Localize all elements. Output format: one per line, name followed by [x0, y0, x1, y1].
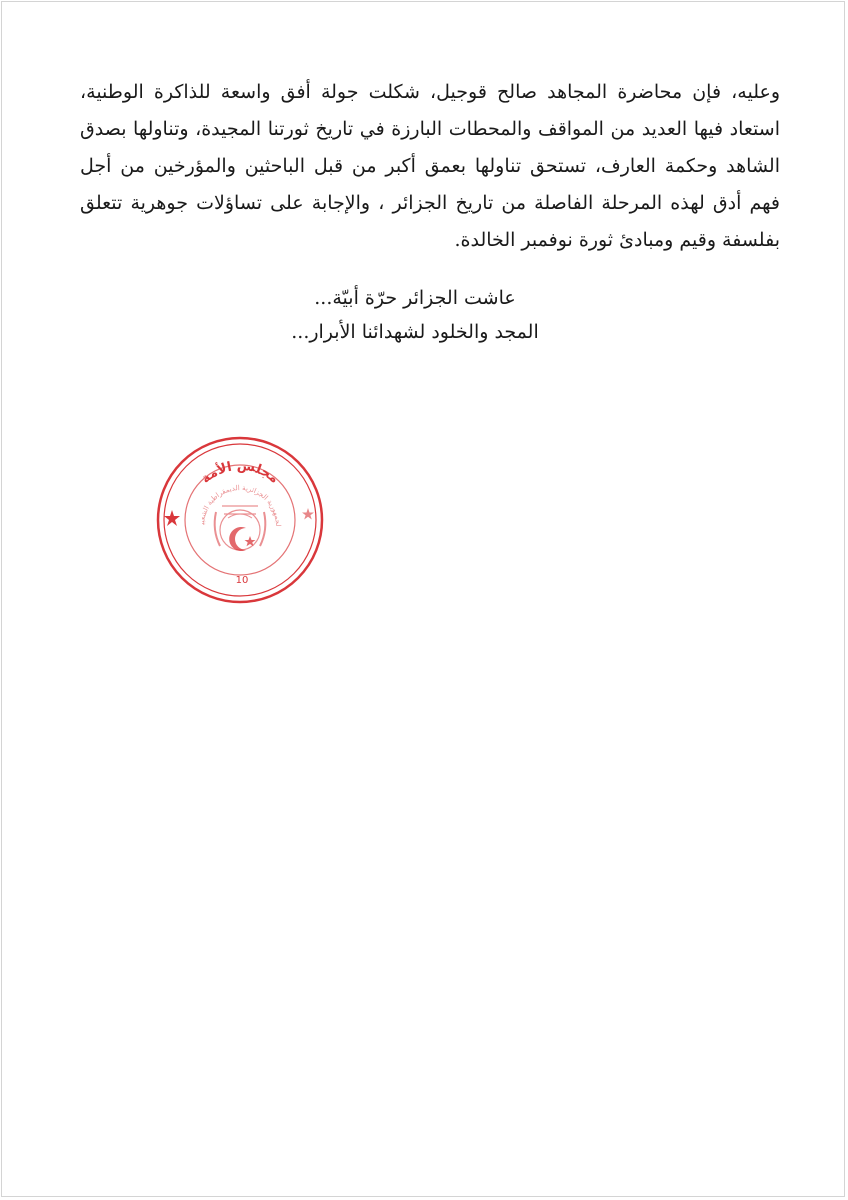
closing-block — [80, 281, 780, 349]
star-icon — [302, 508, 314, 520]
svg-text:مجلس الأمة — [199, 458, 282, 486]
crescent-star-icon — [229, 527, 255, 551]
official-stamp — [154, 434, 326, 606]
stamp-number: 10 — [235, 575, 249, 586]
document-page — [1, 1, 845, 1197]
document-body — [80, 74, 780, 349]
stamp-top-text: مجلس الأمة — [198, 458, 282, 487]
star-icon — [164, 510, 180, 526]
closing-line-1: عاشت الجزائر حرّة أبيّة... — [314, 287, 516, 309]
stamp-inner-text: لجمهورية الجزائرية الديمقراطية الشعبي — [198, 484, 283, 527]
body-paragraph: وعليه، فإن محاضرة المجاهد صالح قوجيل، شكلت جولة أفق واسعة للذاكرة الوطنية، استعاد فيها العديد من المواقف والمحطات البارزة في تاريخ ثورتنا المجيدة، وتناولها بصدق الشاهد وحكمة العارف، تستحق تناولها بعمق أكبر من قبل الباحثين والمؤرخين من أجل فهم أدق لهذه المرحلة الفاصلة من تاريخ الجزائر ، والإجابة على تساؤلات جوهرية تتعلق بفلسفة وقيم ومبادئ ثورة نوفمبر الخالدة. — [80, 81, 780, 251]
closing-line-2: المجد والخلود لشهدائنا الأبرار... — [291, 321, 539, 343]
